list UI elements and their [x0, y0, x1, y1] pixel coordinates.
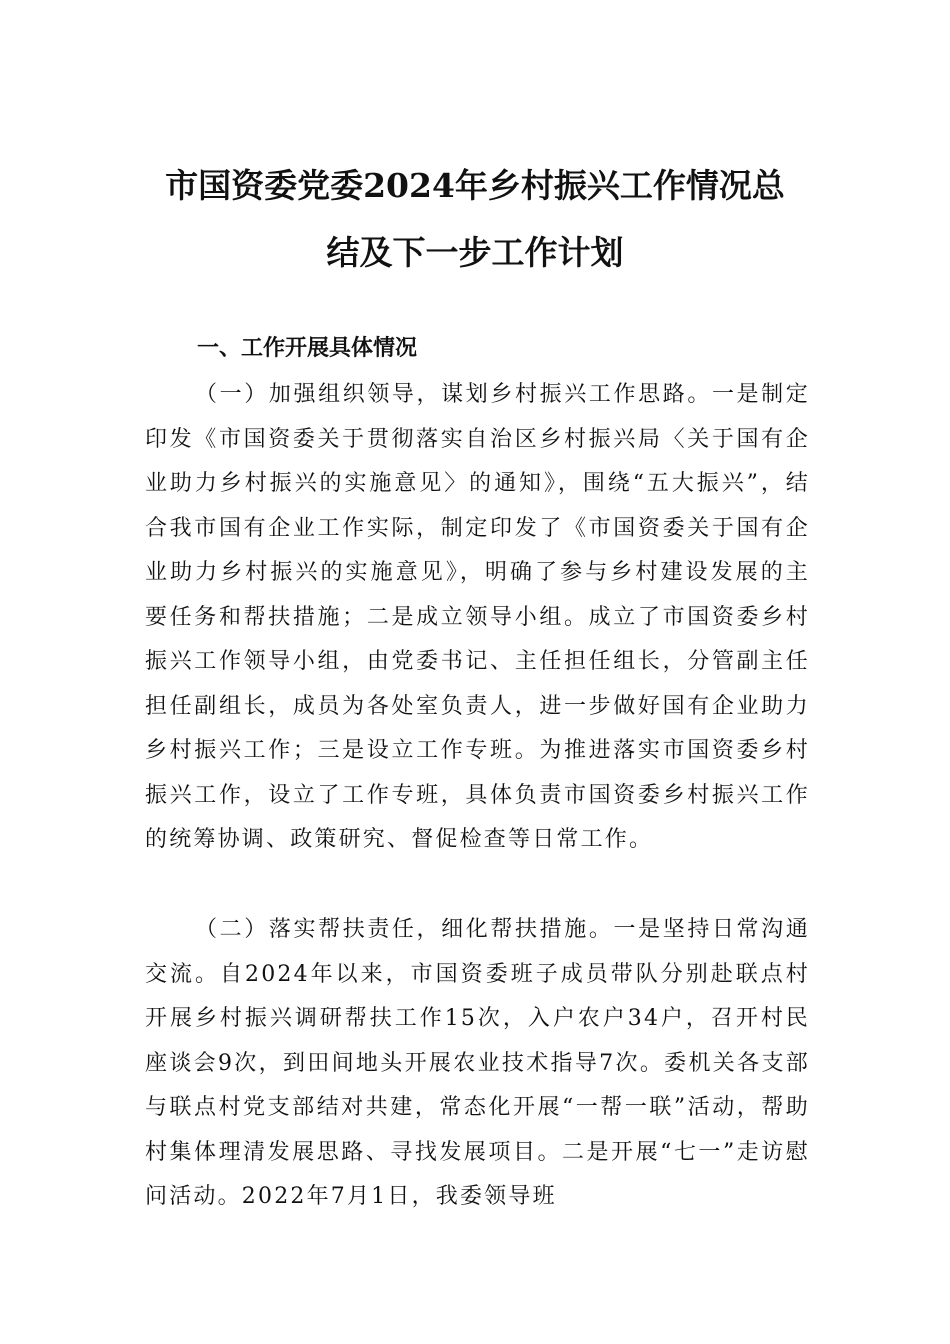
section-heading: 一、工作开展具体情况	[197, 336, 418, 361]
paragraph-organization-leadership: （一）加强组织领导，谋划乡村振兴工作思路。一是制定印发《市国资委关于贯彻落实自治区乡村振兴局〈关于国有企业助力乡村振兴的实施意见〉的通知》，围绕“五大振兴”，结合我市国有企业工作实际，制定印发了《市国资委关于国有企业助力乡村振兴的实施意见》，明确了参与乡村建设发展的主要任务和帮扶措施；二是成立领导小组。成立了市国资委乡村振兴工作领导小组，由党委书记、主任担任组长，分管副主任担任副组长，成员为各处室负责人，进一步做好国有企业助力乡村振兴工作；三是设立工作专班。为推进落实市国资委乡村振兴工作，设立了工作专班，具体负责市国资委乡村振兴工作的统筹协调、政策研究、督促检查等日常工作。	[145, 382, 810, 852]
document-title-line-2: 结及下一步工作计划	[326, 233, 624, 272]
paragraph-assistance-responsibility: （二）落实帮扶责任，细化帮扶措施。一是坚持日常沟通交流。自2024年以来，市国资委班子成员带队分别赴联点村开展乡村振兴调研帮扶工作15次，入户农户34户，召开村民座谈会9次，到田间地头开展农业技术指导7次。委机关各支部与联点村党支部结对共建，常态化开展“一帮一联”活动，帮助村集体理清发展思路、寻找发展项目。二是开展“七一”走访慰问活动。2022年7月1日，我委领导班	[145, 917, 810, 1209]
document-title-line-1: 市国资委党委2024年乡村振兴工作情况总	[165, 166, 785, 205]
